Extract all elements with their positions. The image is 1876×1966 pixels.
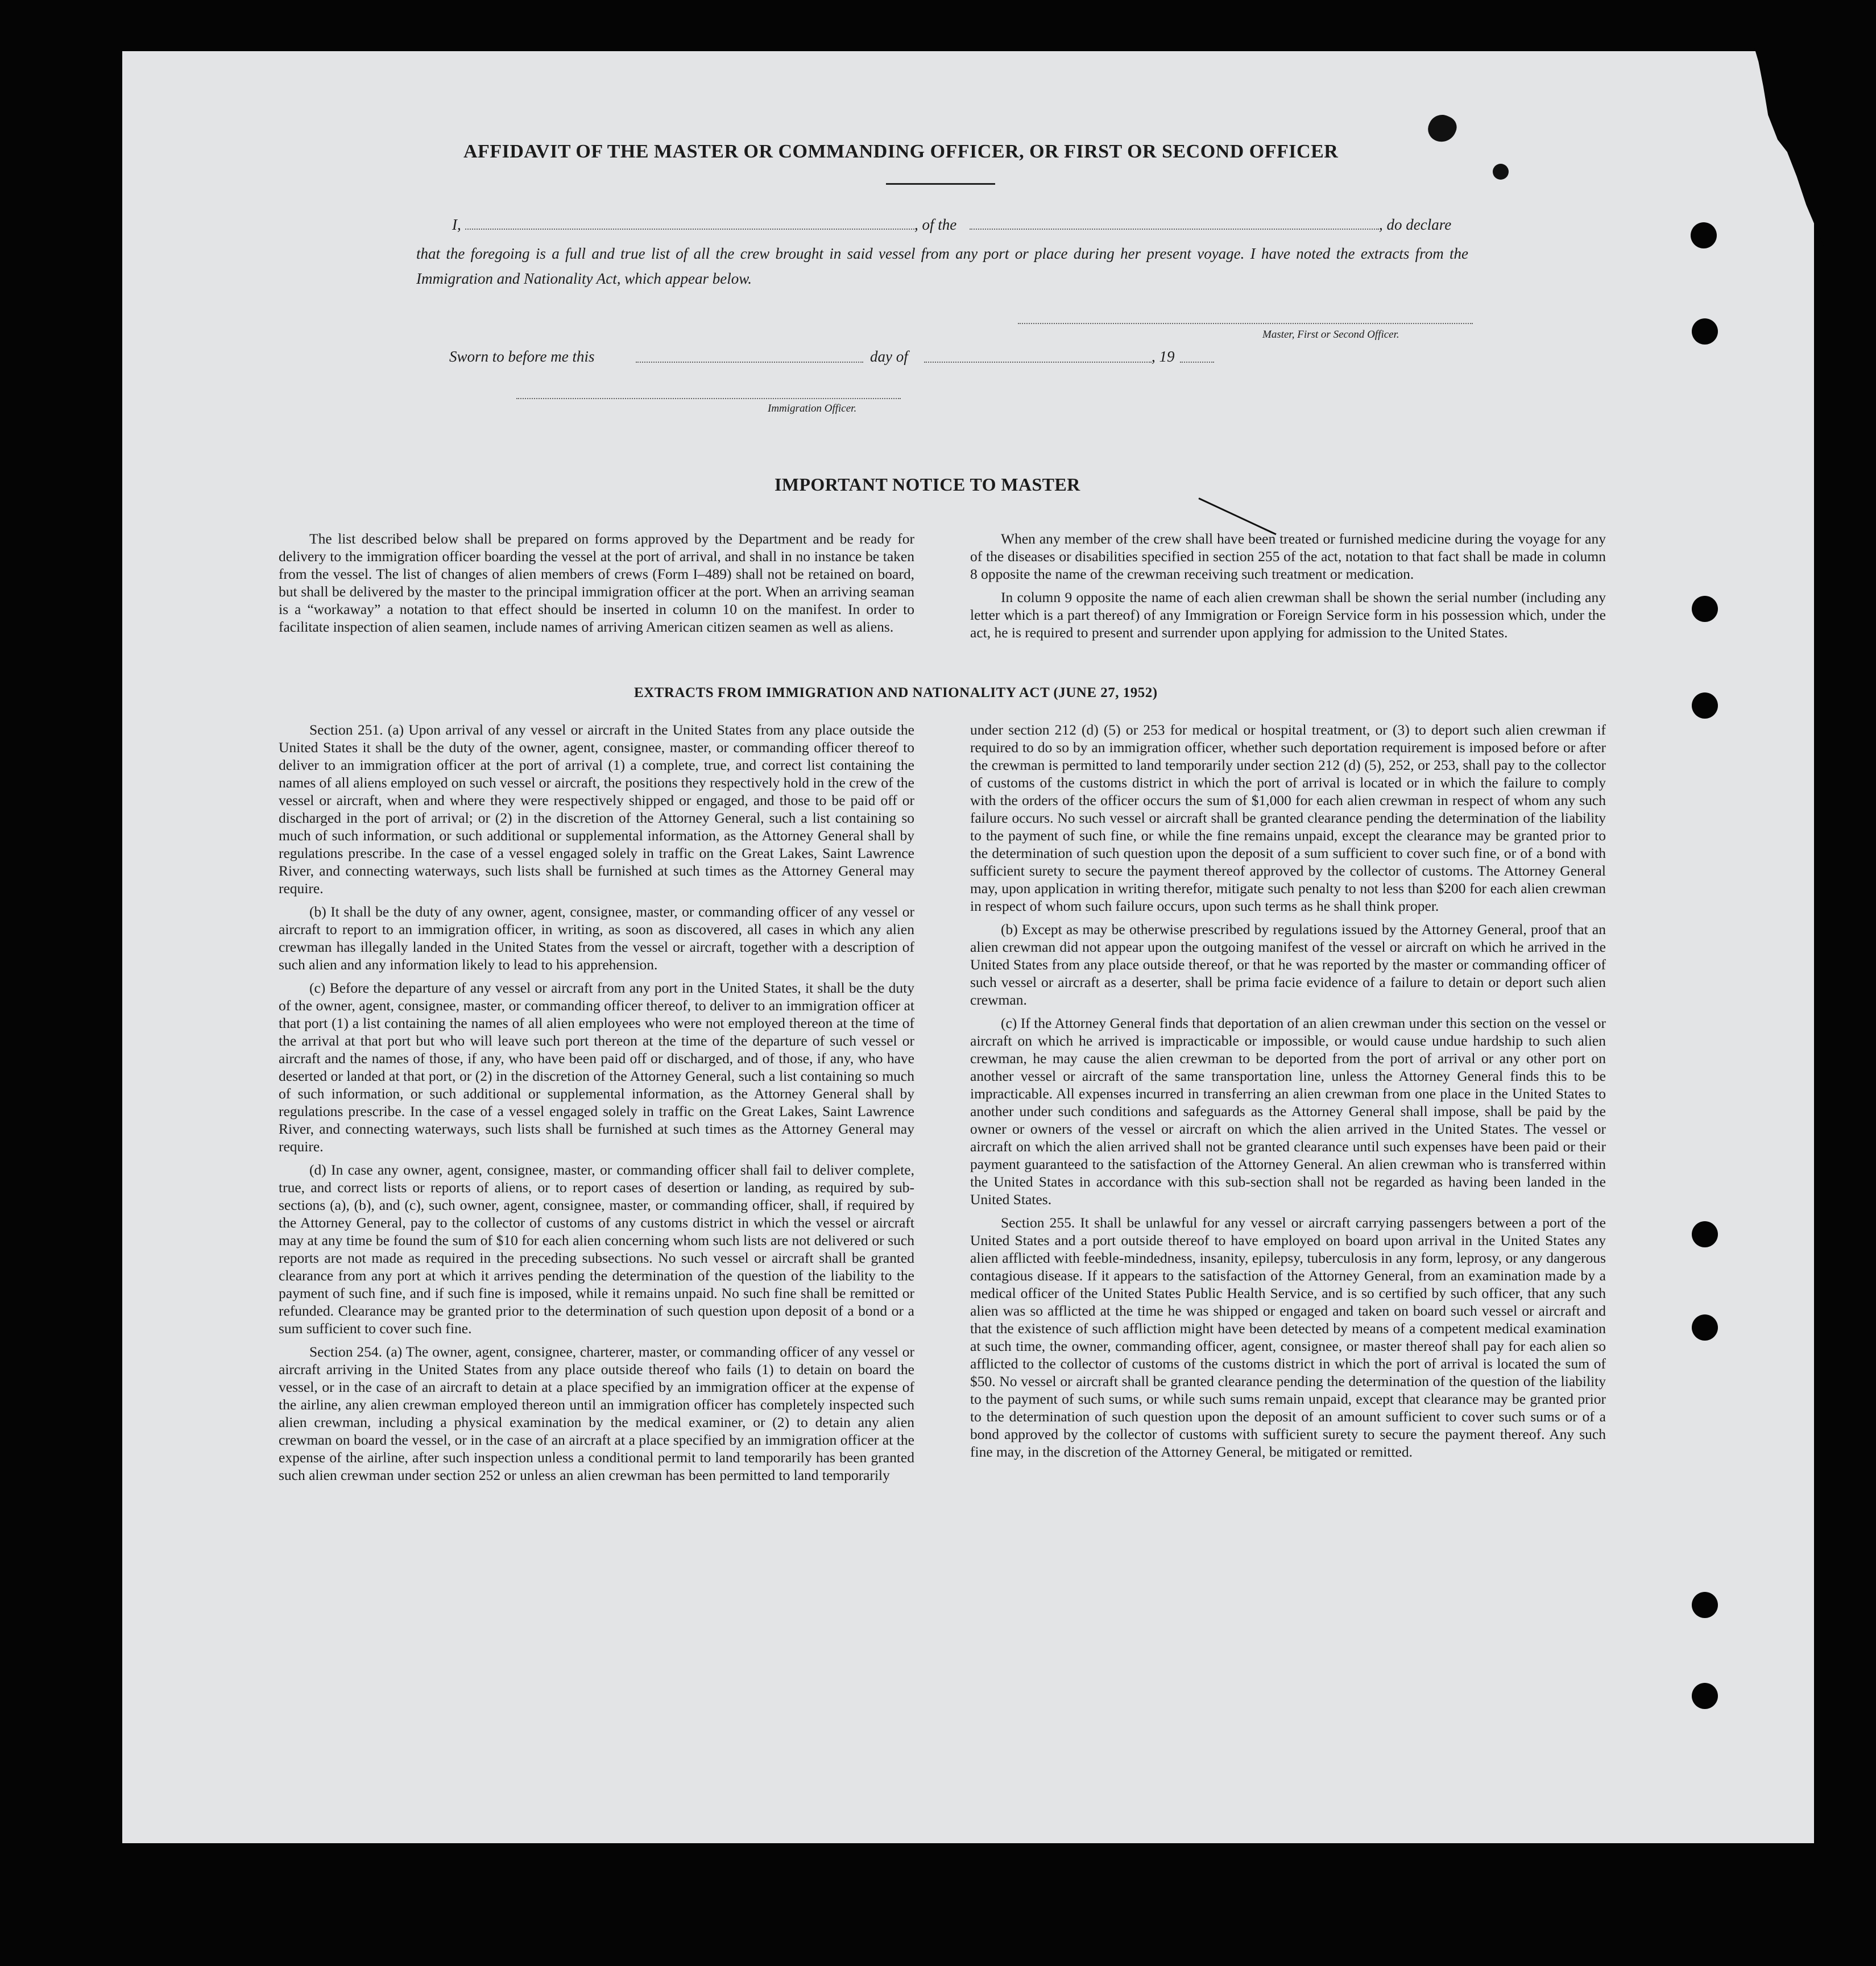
year-label: , 19	[1152, 348, 1175, 365]
punch-hole	[1692, 318, 1718, 345]
declaration-text: that the foregoing is a full and true list of all the crew brought in said vessel from any port or place during her present voyage. I have noted the extracts from the Immigration and Nationality Act, which appear below.	[416, 245, 1468, 287]
punch-hole	[1691, 222, 1717, 248]
of-the-label: , of the	[914, 216, 957, 233]
extract-paragraph: (b) Except as may be otherwise prescribed by regulations issued by the Attorney General, proof that an alien crewman did not appear upon the outgoing manifest of the vessel or aircraft on which he arrived in the United States from any place outside thereof, or that he was reported by the master or commanding officer of such vessel or aircraft as a deserter, shall be prima facie evidence of a failure to detain or deport such alien crewman.	[970, 921, 1606, 1008]
extracts-title: EXTRACTS FROM IMMIGRATION AND NATIONALITY ACT (JUNE 27, 1952)	[634, 685, 1158, 700]
notice-right-column	[970, 530, 1606, 641]
affidavit-title: AFFIDAVIT OF THE MASTER OR COMMANDING OFFICER, OR FIRST OR SECOND OFFICER	[463, 141, 1339, 162]
extract-paragraph: (b) It shall be the duty of any owner, agent, consignee, master, or commanding officer of any vessel or aircraft to report to an immigration officer, in writing, as soon as discovered, all cases in which any alien crewman has illegally landed in the United States from the vessel or aircraft, together with a description of such alien and any information likely to lead to his apprehension.	[279, 903, 914, 973]
declarant-name-field[interactable]	[465, 215, 914, 230]
notice-paragraph: The list described below shall be prepared on forms approved by the Department and be ready for delivery to the immigration officer boarding the vessel at the port of arrival, and shall in no instance be taken from the vessel. The list of changes of alien members of crews (Form I–489) shall not be retained on board, but shall be delivered by the master to the principal immigration officer at the port. When an arriving seaman is a “workaway” a notation to that effect should be inserted in column 10 on the manifest. In order to facilitate inspection of alien seamen, include names of arriving American citizen seamen as well as aliens.	[279, 530, 914, 635]
ink-blot	[1493, 164, 1509, 180]
extract-paragraph: Section 255. It shall be unlawful for any vessel or aircraft carrying passengers between a port of the United States and a port outside thereof to have employed on board upon arrival in the United States any alien afflicted with feeble-mindedness, insanity, epilepsy, tuberculosis in any form, leprosy, or any dangerous contagious disease. If it appears to the satisfaction of the Attorney General, from an examination made by a medical officer of the United States Public Health Service, and is so certified by such officer, that any such alien was so afflicted at the time he was shipped or engaged and taken on board such vessel or aircraft and that the existence of such affliction might have been detected by means of a competent medical examination at such time, the owner, commanding officer, agent, consignee, or master thereof shall pay for each alien so afflicted to the collector of customs of the customs district in which the port of arrival is located the sum of $50. No vessel or aircraft shall be granted clearance pending the determination of the question of the liability to the payment of such sums, or while such sums remain unpaid, except that clearance may be granted prior to the determination of such question upon the deposit of an amount sufficient to cover such sums or of a bond approved by the collector of customs with sufficient surety to secure the payment thereof. Any such fine may, in the discretion of the Attorney General, be mitigated or remitted.	[970, 1214, 1606, 1460]
do-declare-label: , do declare	[1379, 216, 1452, 233]
extracts-left-column	[279, 721, 914, 1484]
punch-hole	[1692, 1592, 1718, 1618]
notice-title: IMPORTANT NOTICE TO MASTER	[775, 474, 1080, 495]
sworn-year-field[interactable]	[1180, 348, 1214, 363]
extracts-right-column	[970, 721, 1606, 1461]
immigration-officer-signature-field[interactable]	[516, 387, 901, 399]
declarant-label: I,	[452, 216, 461, 233]
day-of-label: day of	[870, 348, 908, 365]
vessel-name-field[interactable]	[970, 215, 1379, 230]
sworn-month-field[interactable]	[924, 348, 1152, 363]
punch-hole	[1692, 1221, 1718, 1247]
notice-left-column	[279, 530, 914, 636]
extract-paragraph: Section 251. (a) Upon arrival of any vessel or aircraft in the United States from any place outside the United States it shall be the duty of the owner, agent, consignee, master, or commanding officer thereof to deliver to an immigration officer at the port of arrival (1) a complete, true, and correct list containing the names of all aliens employed on such vessel or aircraft, the positions they respectively hold in the crew of the vessel or aircraft, when and where they were respectively shipped or engaged, and those to be paid off or discharged in the port of arrival; or (2) in the discretion of the Attorney General, such a list containing so much of such information, or such additional or supplemental information, as the Attorney General shall by regulations prescribe. In the case of a vessel engaged solely in traffic on the Great Lakes, Saint Lawrence River, and connecting waterways, such lists shall be furnished at such times as the Attorney General may require.	[279, 721, 914, 897]
extract-paragraph: Section 254. (a) The owner, agent, consignee, charterer, master, or commanding officer of any vessel or aircraft arriving in the United States from any place outside thereof who fails (1) to detain on board the vessel, or in the case of an aircraft to detain at a place specified by an immigration officer at the expense of the airline, any alien crewman employed thereon until an immigration officer has completely inspected such alien crewman, including a physical examination by the medical examiner, or (2) to detain any alien crewman on board the vessel, or in the case of an aircraft at a place specified by an immigration officer at the expense of the airline, after such inspection unless a conditional permit to land temporarily has been granted such alien crewman under section 252 or unless an alien crewman has been permitted to land temporarily	[279, 1343, 914, 1483]
punch-hole	[1692, 1683, 1718, 1709]
sworn-day-field[interactable]	[636, 348, 863, 363]
master-signature-field[interactable]	[1018, 312, 1473, 324]
extract-paragraph: (d) In case any owner, agent, consignee, master, or commanding officer shall fail to deliver complete, true, and correct lists or reports of aliens, or to report cases of desertion or landing, as required by sub-sections (a), (b), and (c), such owner, agent, consignee, master, or commanding officer, shall, if required by the Attorney General, pay to the collector of customs of any customs district in which the vessel or aircraft may at any time be found the sum of $10 for each alien concerning whom such lists are not delivered or such reports are not made as required in the preceding subsections. No such vessel or aircraft shall be granted clearance from any port at which it arrives pending the determination of the question of the liability to the payment of such fine, and if such fine is imposed, while it remains unpaid. No such fine shall be remitted or refunded. Clearance may be granted prior to the determination of such question upon deposit of a bond or a sum sufficient to cover such fine.	[279, 1162, 914, 1337]
punch-hole	[1692, 692, 1718, 719]
punch-hole	[1692, 1314, 1718, 1341]
extract-paragraph: (c) If the Attorney General finds that deportation of an alien crewman under this section on the vessel or aircraft on which he arrived is impracticable or impossible, or would cause undue hardship to such alien crewman, he may cause the alien crewman to be deported from the port of arrival or any other port on another vessel or aircraft of the same transportation line, unless the Attorney General finds this to be impracticable. All expenses incurred in transferring an alien crewman from one place in the United States to another under such conditions and safeguards as the Attorney General shall impose, shall be paid by the owner or owners of the vessel or aircraft on which the alien arrived in the United States. The vessel or aircraft on which the alien arrived shall not be granted clearance until such expenses have been paid or their payment guaranteed to the satisfaction of the Attorney General. An alien crewman who is transferred within the United States in accordance with this sub-section shall not be regarded as having been landed in the United States.	[970, 1015, 1606, 1208]
notice-paragraph: In column 9 opposite the name of each alien crewman shall be shown the serial number (including any letter which is a part thereof) of any Immigration or Foreign Service form in his possession which, under the act, he is required to present and surrender upon applying for admission to the United States.	[970, 589, 1606, 641]
notice-paragraph: When any member of the crew shall have been treated or furnished medicine during the voyage for any of the diseases or disabilities specified in section 255 of the act, notation to that fact shall be made in column 8 opposite the name of the crewman receiving such treatment or medication.	[970, 530, 1606, 582]
title-underline	[886, 183, 995, 185]
extract-paragraph: (c) Before the departure of any vessel or aircraft from any port in the United States, it shall be the duty of the owner, agent, consignee, master, or commanding officer thereof, to deliver to an immigration officer at that port (1) a list containing the names of all alien employees who were not employed thereon at the time of the arrival at that port but who will leave such port thereon at the time of the departure of such vessel or aircraft and the names of those, if any, who have been paid off or discharged, and of those, if any, who have deserted or landed at that port, or (2) in the discretion of the Attorney General, such a list containing so much of such information, or such additional or supplemental information, as the Attorney General shall by regulations prescribe. In the case of a vessel engaged solely in traffic on the Great Lakes, Saint Lawrence River, and connecting waterways, such lists shall be furnished at such times as the Attorney General may require.	[279, 980, 914, 1155]
master-signature-caption: Master, First or Second Officer.	[1262, 329, 1399, 341]
extract-paragraph: under section 212 (d) (5) or 253 for medical or hospital treatment, or (3) to deport such alien crewman if required to do so by an immigration officer, whether such deportation requirement is imposed before or after the crewman is permitted to land temporarily under section 212 (d) (5), 252, or 253, shall pay to the collector of customs of the customs district in which the port of arrival is located or in which the failure to comply with the orders of the officer occurs the sum of $1,000 for each alien crewman in respect of whom any such failure occurs. No such vessel or aircraft shall be granted clearance pending the determination of the liability to the payment of such fine, or while the fine remains unpaid, except the clearance may be granted prior to the determination of such question upon the deposit of a sum sufficient to cover such fine, or of a bond with sufficient surety to secure the payment thereof approved by the collector of customs. The Attorney General may, upon application in writing therefor, mitigate such penalty to not less than $200 for each alien crewman in respect of whom such failure occurs, upon such terms as he shall think proper.	[970, 721, 1606, 914]
punch-hole	[1692, 596, 1718, 622]
immigration-officer-caption: Immigration Officer.	[768, 403, 857, 414]
sworn-label: Sworn to before me this	[449, 348, 595, 365]
